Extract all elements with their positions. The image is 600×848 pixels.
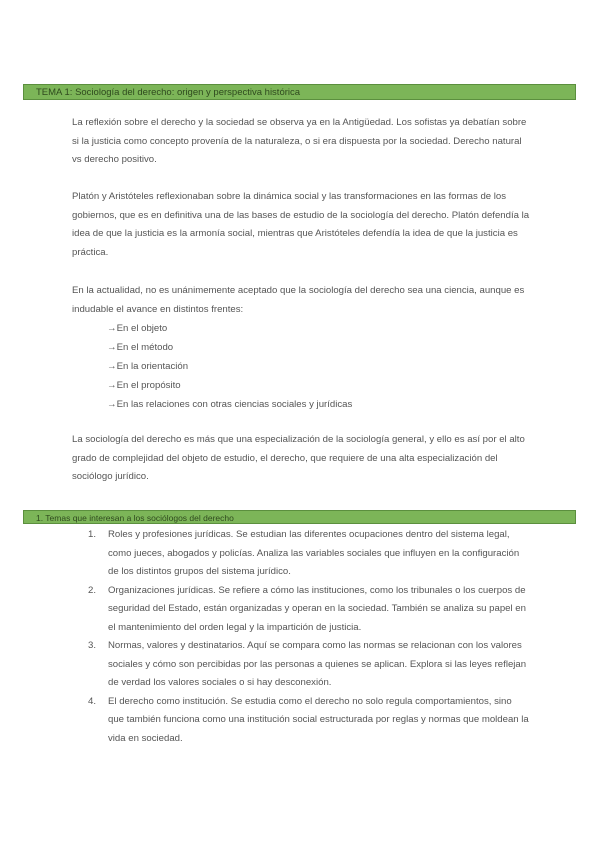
item-number: 4. (88, 695, 97, 707)
list-item (88, 582, 530, 638)
item-text: Organizaciones jurídicas. Se refiere a cómo las instituciones, como los tribunales o los cuerpos de seguridad del Estado, están organizadas y operan en la sociedad. También se analiza su papel en el mantenimiento del orden legal y la impartición de justicia. (108, 584, 526, 633)
list-item (88, 637, 530, 693)
item-text: Normas, valores y destinatarios. Aquí se compara como las normas se relacionan con los valores sociales y cómo son percibidas por las personas a quienes se aplican. Explora si las leyes reflejan de verdad los valores sociales o si hay desconexión. (108, 640, 527, 688)
list-item: →En el método (107, 342, 174, 353)
item-number: 3. (88, 640, 97, 651)
topics-list (88, 526, 530, 748)
item-text: Roles y profesiones jurídicas. Se estudian las diferentes ocupaciones dentro del sistema legal, como jueces, abogados y policías. Analiza las variables sociales que influyen en la configuración de los distintos grupos del sistema jurídico. (108, 529, 520, 577)
fronts-list (107, 319, 352, 414)
list-item: →En el propósito (107, 380, 181, 391)
intro-paragraph-2: Platón y Aristóteles reflexionaban sobre la dinámica social y las transformaciones en las formas de los gobiernos, que es en definitiva una de las bases de estudio de la sociología del derecho. Platón defendía la idea de que la justicia es la armonía social, mientras que Aristóteles defendía la idea de que la justicia es práctica. (72, 191, 530, 258)
intro-paragraph-1: La reflexión sobre el derecho y la sociedad se observa ya en la Antigüedad. Los sofistas ya debatían sobre si la justicia como concepto provenía de la naturaleza, o si era dispuesta por la sociedad. Derecho natural vs derecho positivo. (72, 117, 527, 165)
list-item: →En la orientación (107, 361, 189, 372)
list-item: →En las relaciones con otras ciencias sociales y jurídicas (107, 399, 353, 410)
list-item (88, 693, 530, 749)
chapter-title-bar (23, 84, 576, 100)
item-text: El derecho como institución. Se estudia como el derecho no solo regula comportamientos, sino que también funciona como una institución social estructurada por reglas y normas que moldean la vida en sociedad. (108, 695, 529, 744)
item-number: 1. (88, 529, 97, 540)
section-title: 1. Temas que interesan a los sociólogos del derecho (36, 513, 234, 523)
list-item: →En el objeto (107, 323, 168, 334)
intro-paragraph-3: En la actualidad, no es unánimemente aceptado que la sociología del derecho sea una ciencia, aunque es indudable el avance en distintos frentes: (72, 285, 525, 315)
list-item (88, 526, 530, 582)
section-title-bar (23, 510, 576, 524)
intro-paragraph-4: La sociología del derecho es más que una especialización de la sociología general, y ello es así por el alto grado de complejidad del objeto de estudio, el derecho, que requiere de una alta especialización del sociólogo jurídico. (72, 434, 525, 482)
item-number: 2. (88, 584, 97, 596)
chapter-title: TEMA 1: Sociología del derecho: origen y perspectiva histórica (36, 87, 301, 98)
